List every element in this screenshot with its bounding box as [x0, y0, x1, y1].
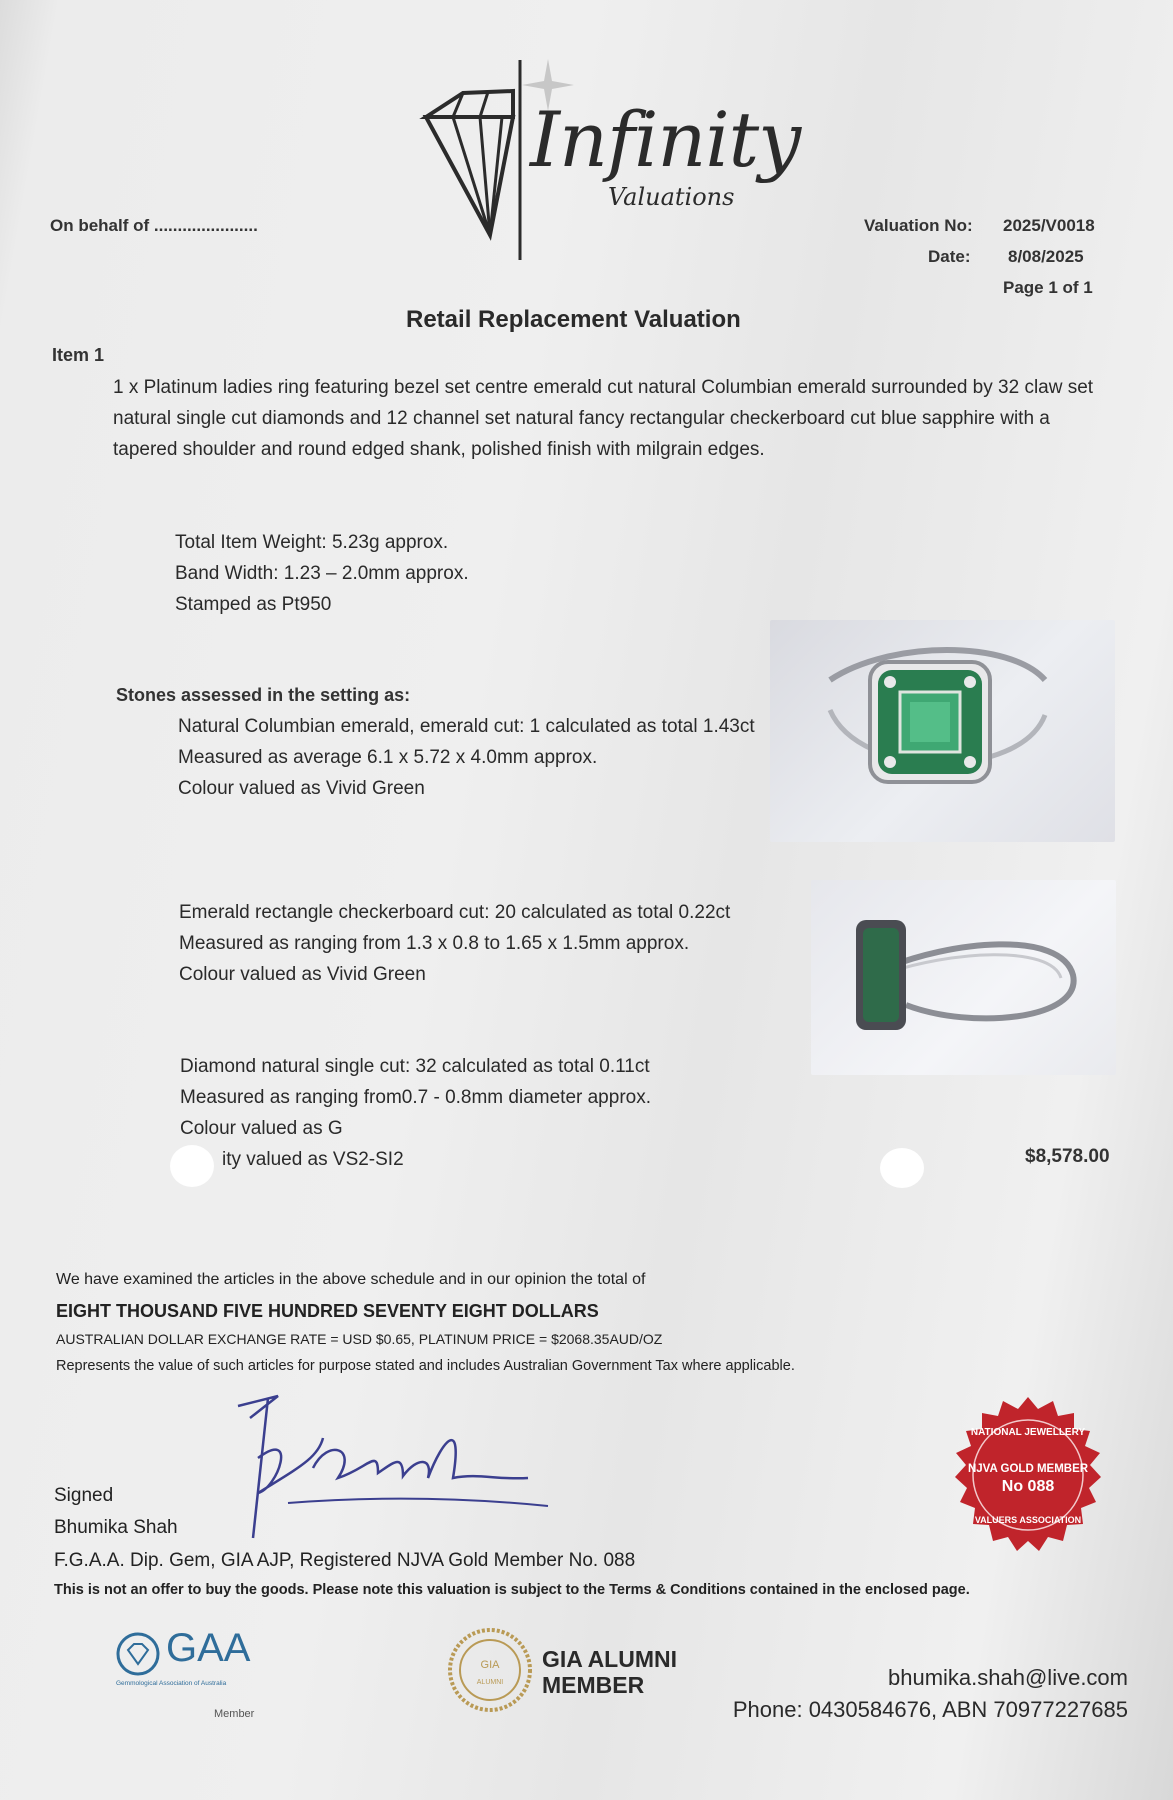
gia-badge-sub: ALUMNI — [476, 1679, 504, 1686]
gaa-text: GAA — [166, 1626, 251, 1670]
stone-line: Diamond natural single cut: 32 calculated as total 0.11ct — [180, 1056, 650, 1077]
logo-subtitle: Valuations — [608, 183, 735, 211]
stone-group-emerald-centre — [178, 711, 755, 804]
gaa-member: Member — [214, 1708, 255, 1720]
spec-line: Total Item Weight: 5.23g approx. — [175, 532, 449, 553]
gia-line1: GIA ALUMNI — [542, 1646, 678, 1672]
glare-spot — [170, 1145, 214, 1187]
seal-line2: No 088 — [1001, 1478, 1055, 1495]
gaa-logo — [116, 1626, 276, 1730]
seal-top-text: NATIONAL JEWELLERY — [970, 1427, 1086, 1438]
company-logo — [418, 55, 801, 265]
gia-badge-text: GIA — [480, 1659, 500, 1671]
disclaimer: This is not an offer to buy the goods. Please note this valuation is subject to the Terms & Conditions contained in the enclosed page. — [54, 1582, 970, 1598]
gia-badge-icon — [448, 1628, 532, 1712]
signer-name: Bhumika Shah — [54, 1517, 178, 1538]
gaa-diamond-icon — [116, 1632, 160, 1676]
valuation-no: 2025/V0018 — [1003, 216, 1095, 235]
gia-line2: MEMBER — [542, 1672, 645, 1698]
spec-line: Band Width: 1.23 – 2.0mm approx. — [175, 563, 469, 584]
item-description: 1 x Platinum ladies ring featuring bezel set centre emerald cut natural Columbian emerald surrounded by 32 claw set natural single cut diamonds and 12 channel set natural fancy rectangular checkerboard cut blue sapphire with a tapered shoulder and round edged shank, polished finish with milgrain edges. — [113, 377, 1094, 460]
stone-group-diamond — [180, 1051, 651, 1175]
item-label: Item 1 — [52, 345, 105, 365]
valuation-note: Represents the value of such articles for purpose stated and includes Australian Government Tax where applicable. — [56, 1358, 795, 1374]
stone-line: Measured as ranging from 1.3 x 0.8 to 1.65 x 1.5mm approx. — [179, 933, 690, 954]
contact-email: bhumika.shah@live.com — [888, 1665, 1128, 1690]
date-label: Date: — [928, 247, 971, 266]
signed-label: Signed — [54, 1485, 114, 1506]
statement-line: We have examined the articles in the above schedule and in our opinion the total of — [56, 1271, 646, 1288]
date-value: 8/08/2025 — [1008, 247, 1084, 266]
stone-line: Colour valued as Vivid Green — [178, 778, 425, 799]
njva-seal — [943, 1395, 1113, 1565]
stones-heading: Stones assessed in the setting as: — [116, 685, 411, 705]
signer-credentials: F.G.A.A. Dip. Gem, GIA AJP, Registered NJVA Gold Member No. 088 — [54, 1550, 636, 1571]
seal-bottom-text: VALUERS ASSOCIATION — [974, 1515, 1082, 1525]
stone-line: Measured as ranging from0.7 - 0.8mm diameter approx. — [180, 1087, 651, 1108]
signature-image — [228, 1378, 558, 1548]
stone-line: Emerald rectangle checkerboard cut: 20 calculated as total 0.22ct — [179, 902, 731, 923]
gaa-subtitle: Gemmological Association of Australia — [116, 1680, 227, 1687]
amount-in-words: EIGHT THOUSAND FIVE HUNDRED SEVENTY EIGHT DOLLARS — [56, 1301, 599, 1321]
stone-line: Measured as average 6.1 x 5.72 x 4.0mm approx. — [178, 747, 598, 768]
ring-photo-top — [770, 620, 1115, 842]
valuation-document — [8, 0, 1158, 1800]
contact-phone: Phone: 0430584676, ABN 70977227685 — [732, 1697, 1128, 1722]
gia-alumni-logo — [448, 1628, 678, 1723]
stone-line: Colour valued as G — [180, 1118, 343, 1139]
page-title: Retail Replacement Valuation — [406, 306, 741, 333]
exchange-rates: AUSTRALIAN DOLLAR EXCHANGE RATE = USD $0.65, PLATINUM PRICE = $2068.35AUD/OZ — [56, 1331, 663, 1347]
on-behalf-of: On behalf of ...................... — [50, 216, 258, 235]
stone-line: ity valued as VS2-SI2 — [222, 1149, 404, 1170]
logo-name: Infinity — [530, 95, 801, 184]
page-number: Page 1 of 1 — [1003, 278, 1093, 297]
stone-line: Natural Columbian emerald, emerald cut: 1 calculated as total 1.43ct — [178, 716, 755, 737]
seal-line1: NJVA GOLD MEMBER — [967, 1463, 1089, 1475]
stone-line: Colour valued as Vivid Green — [179, 964, 426, 985]
valuation-no-label: Valuation No: — [864, 216, 973, 235]
item-specs — [175, 527, 469, 620]
total-price: $8,578.00 — [1025, 1146, 1110, 1167]
spec-line: Stamped as Pt950 — [175, 594, 332, 615]
ring-photo-side — [811, 880, 1116, 1075]
diamond-logo-icon — [418, 55, 528, 265]
stone-group-emerald-checkerboard — [179, 897, 730, 990]
glare-spot — [880, 1148, 924, 1188]
